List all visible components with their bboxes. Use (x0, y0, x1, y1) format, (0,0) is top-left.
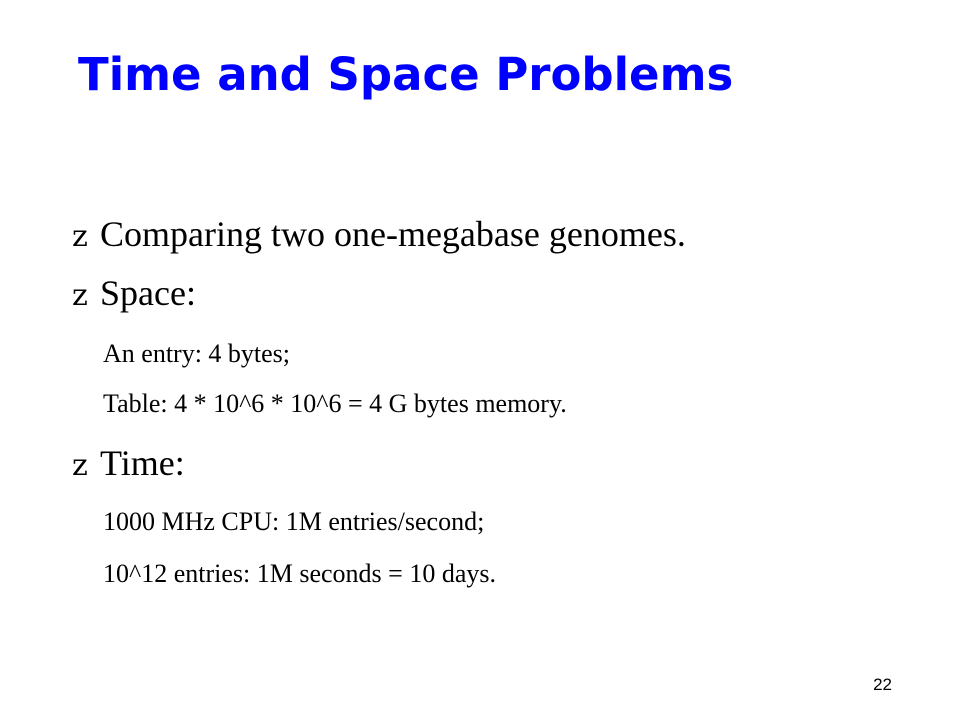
bullet-text: Time: (100, 443, 185, 483)
bullet-text: Space: (100, 273, 196, 313)
bullet-marker: z (72, 278, 88, 313)
subitem-entry-size (103, 337, 290, 371)
slide-title: Time and Space Problems (78, 48, 734, 101)
bullet-marker: z (72, 448, 88, 483)
bullet-item-space (72, 271, 196, 318)
bullet-marker: z (72, 219, 88, 254)
bullet-item-time (72, 441, 185, 488)
subitem-table-size (103, 387, 567, 421)
subitem-text: 1000 MHz CPU: 1M entries/second; (103, 507, 485, 536)
bullet-text: Comparing two one-megabase genomes. (100, 214, 686, 254)
subitem-text: Table: 4 * 10^6 * 10^6 = 4 G bytes memory. (103, 389, 567, 418)
page-number: 22 (873, 675, 892, 694)
subitem-text: 10^12 entries: 1M seconds = 10 days. (103, 559, 496, 588)
subitem-cpu-rate (103, 505, 484, 539)
subitem-text: An entry: 4 bytes; (103, 339, 291, 368)
bullet-item-comparing (72, 212, 686, 259)
subitem-total-time (103, 557, 496, 591)
